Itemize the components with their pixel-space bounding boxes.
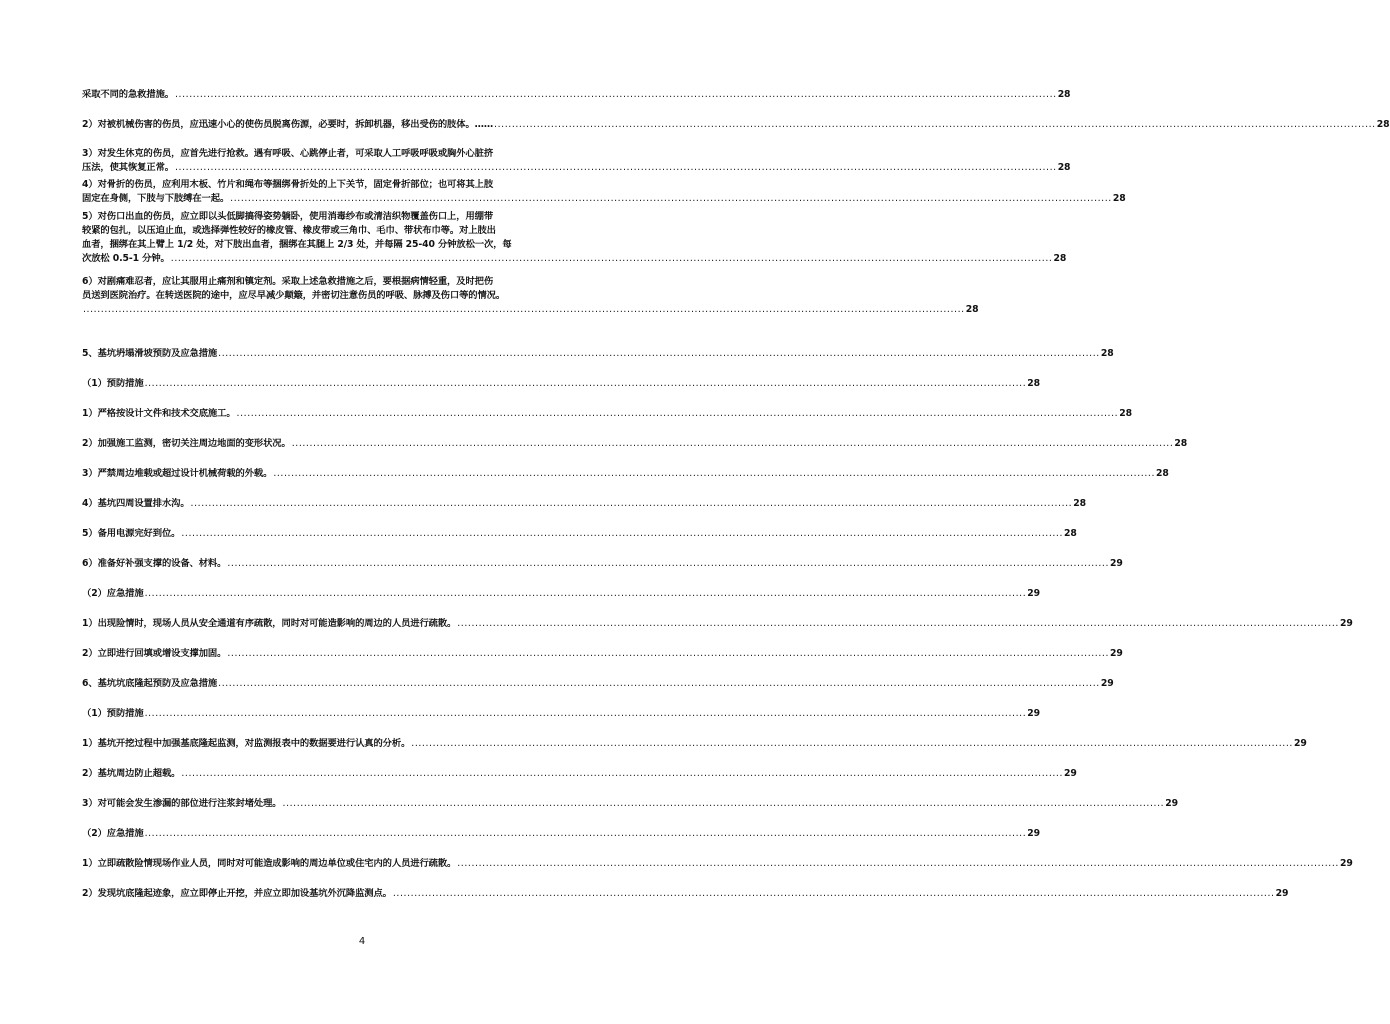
toc-entry-text: 员送到医院治疗。在转送医院的途中，应尽早减少颠簸，并密切注意伤员的呼吸、脉搏及伤口等的情况。 (82, 290, 506, 301)
toc-entry-text: 压法，使其恢复正常。 (82, 162, 174, 173)
toc-page-number: 29 (1027, 708, 1041, 719)
toc-entry-text: 4）基坑四周设置排水沟。 (82, 498, 190, 509)
toc-page-number: 28 (1376, 119, 1390, 130)
leader-dots (171, 252, 1053, 266)
toc-page-number: 28 (1053, 253, 1067, 264)
toc-entry-text: 3）严禁周边堆载或超过设计机械荷载的外载。 (82, 468, 273, 479)
toc-entry-text: 1）出现险情时，现场人员从安全通道有序疏散，同时对可能造影响的周边的人员进行疏散。 (82, 618, 457, 629)
leader-dots (273, 467, 1155, 481)
toc-page-number: 28 (1057, 89, 1071, 100)
toc-entry-text: 2）立即进行回填或增设支撑加固。 (82, 648, 227, 659)
leader-dots (237, 407, 1119, 421)
toc-entry-text: 血者，捆绑在其上臂上 1/2 处，对下肢出血者，捆绑在其腿上 2/3 处，并每隔 25-40 分钟放松一次，每 (82, 239, 512, 250)
toc-entry[interactable] (82, 707, 1041, 721)
toc-page-number: 29 (1110, 558, 1123, 569)
toc-entry-text: 2）对被机械伤害的伤员，应迅速小心的使伤员脱离伤源，必要时，拆卸机器，移出受伤的肢体。…… (82, 119, 494, 130)
toc-page-number: 29 (1100, 678, 1114, 689)
toc-entry-text: 2）发现坑底隆起迹象，应立即停止开挖，并应立即加设基坑外沉降监测点。 (82, 888, 392, 899)
toc-page-number: 28 (1119, 408, 1132, 419)
toc-entry[interactable] (82, 88, 1071, 102)
toc-entry[interactable] (82, 617, 1353, 631)
toc-entry-text: 5）备用电源完好到位。 (82, 528, 181, 539)
toc-entry-text: 5、基坑坍塌滑坡预防及应急措施 (82, 348, 218, 359)
toc-page-number: 28 (1073, 498, 1086, 509)
toc-page-number: 28 (1174, 438, 1188, 449)
toc-page-number: 28 (1064, 528, 1077, 539)
toc-entry[interactable] (82, 767, 1077, 781)
toc-entry-text: （1）预防措施 (82, 708, 144, 719)
leader-dots (181, 527, 1063, 541)
leader-dots (175, 161, 1057, 175)
toc-page-number: 29 (1110, 648, 1123, 659)
leader-dots (145, 377, 1027, 391)
leader-dots (83, 303, 965, 317)
toc-entry-text: 采取不同的急救措施。 (82, 89, 174, 100)
leader-dots (181, 767, 1063, 781)
leader-dots (218, 347, 1100, 361)
toc-page-number: 28 (1156, 468, 1169, 479)
leader-dots (393, 887, 1275, 901)
leader-dots (175, 88, 1057, 102)
toc-entry[interactable] (82, 497, 1086, 511)
toc-entry[interactable] (82, 275, 979, 317)
toc-entry-text: 较紧的包扎，以压迫止血，或选择弹性较好的橡皮管、橡皮带或三角巾、毛巾、带状布巾等。对上肢出 (82, 225, 496, 236)
page-number: 4 (358, 936, 366, 947)
toc-entry[interactable] (82, 347, 1114, 361)
toc-entry[interactable] (82, 737, 1307, 751)
toc-page-number: 29 (1339, 618, 1353, 629)
toc-page-number: 29 (1165, 798, 1178, 809)
leader-dots (191, 497, 1073, 511)
leader-dots (283, 797, 1165, 811)
toc-entry-text: 次放松 0.5-1 分钟。 (82, 253, 170, 264)
leader-dots (292, 437, 1174, 451)
toc-entry-text: 固定在身侧，下肢与下肢缚在一起。 (82, 193, 230, 204)
toc-entry-text: 6）准备好补强支撑的设备、材料。 (82, 558, 227, 569)
toc-page-number: 28 (1027, 378, 1041, 389)
toc-entry[interactable] (82, 557, 1123, 571)
leader-dots (494, 118, 1376, 132)
toc-entry[interactable] (82, 827, 1041, 841)
toc-entry[interactable] (82, 887, 1289, 901)
toc-page-number: 29 (1064, 768, 1077, 779)
leader-dots (227, 647, 1109, 661)
toc-entry-text: 1）立即疏散险情现场作业人员，同时对可能造成影响的周边单位或住宅内的人员进行疏散。 (82, 858, 457, 869)
toc-entry[interactable] (82, 178, 1126, 206)
toc-entry-text: 4）对骨折的伤员，应利用木板、竹片和绳布等捆绑骨折处的上下关节，固定骨折部位；也可将其上肢 (82, 179, 494, 190)
toc-page-number: 28 (1057, 162, 1071, 173)
toc-entry-text: 3）对可能会发生渗漏的部位进行注浆封堵处理。 (82, 798, 282, 809)
toc-entry-text: 5）对伤口出血的伤员，应立即以头低脚搞得姿势躺卧，使用消毒纱布或清洁织物覆盖伤口上，用绷带 (82, 211, 494, 222)
toc-page-number: 29 (1275, 888, 1289, 899)
leader-dots (145, 827, 1027, 841)
leader-dots (457, 857, 1339, 871)
toc-entry[interactable] (82, 377, 1041, 391)
toc-entry-text: 3）对发生休克的伤员，应首先进行抢救。遇有呼吸、心跳停止者，可采取人工呼吸呼吸或胸外心脏挤 (82, 148, 494, 159)
toc-entry[interactable] (82, 407, 1132, 421)
toc-entry[interactable] (82, 467, 1169, 481)
toc-entry[interactable] (82, 118, 1390, 132)
toc-entry-text: （2）应急措施 (82, 828, 144, 839)
toc-entry[interactable] (82, 677, 1114, 691)
leader-dots (227, 557, 1109, 571)
leader-dots (411, 737, 1293, 751)
toc-page-number: 28 (965, 304, 979, 315)
toc-entry-text: 6）对剧痛难忍者，应让其服用止痛剂和镇定剂。采取上述急救措施之后，要根据病情轻重，及时把伤 (82, 276, 494, 287)
toc-entry-text: 1）严格按设计文件和技术交底施工。 (82, 408, 236, 419)
toc-page-number: 28 (1112, 193, 1126, 204)
leader-dots (218, 677, 1100, 691)
toc-entry-text: 6、基坑坑底隆起预防及应急措施 (82, 678, 218, 689)
leader-dots (145, 587, 1027, 601)
toc-entry[interactable] (82, 797, 1178, 811)
toc-page-number: 29 (1339, 858, 1353, 869)
toc-entry-text: 1）基坑开挖过程中加强基底隆起监测，对监测报表中的数据要进行认真的分析。 (82, 738, 411, 749)
toc-entry[interactable] (82, 147, 1071, 175)
toc-entry-text: （1）预防措施 (82, 378, 144, 389)
toc-page-number: 29 (1027, 588, 1041, 599)
toc-entry-text: （2）应急措施 (82, 588, 144, 599)
toc-entry[interactable] (82, 857, 1353, 871)
toc-page-number: 29 (1293, 738, 1307, 749)
leader-dots (457, 617, 1339, 631)
toc-entry[interactable] (82, 437, 1188, 451)
toc-entry[interactable] (82, 527, 1077, 541)
toc-entry-text: 2）加强施工监测，密切关注周边地面的变形状况。 (82, 438, 291, 449)
leader-dots (230, 192, 1112, 206)
toc-page-number: 28 (1100, 348, 1114, 359)
toc-entry[interactable] (82, 587, 1041, 601)
toc-entry-text: 2）基坑周边防止超载。 (82, 768, 181, 779)
leader-dots (145, 707, 1027, 721)
toc-entry[interactable] (82, 647, 1123, 661)
toc-entry[interactable] (82, 210, 1067, 266)
toc-page-number: 29 (1027, 828, 1041, 839)
